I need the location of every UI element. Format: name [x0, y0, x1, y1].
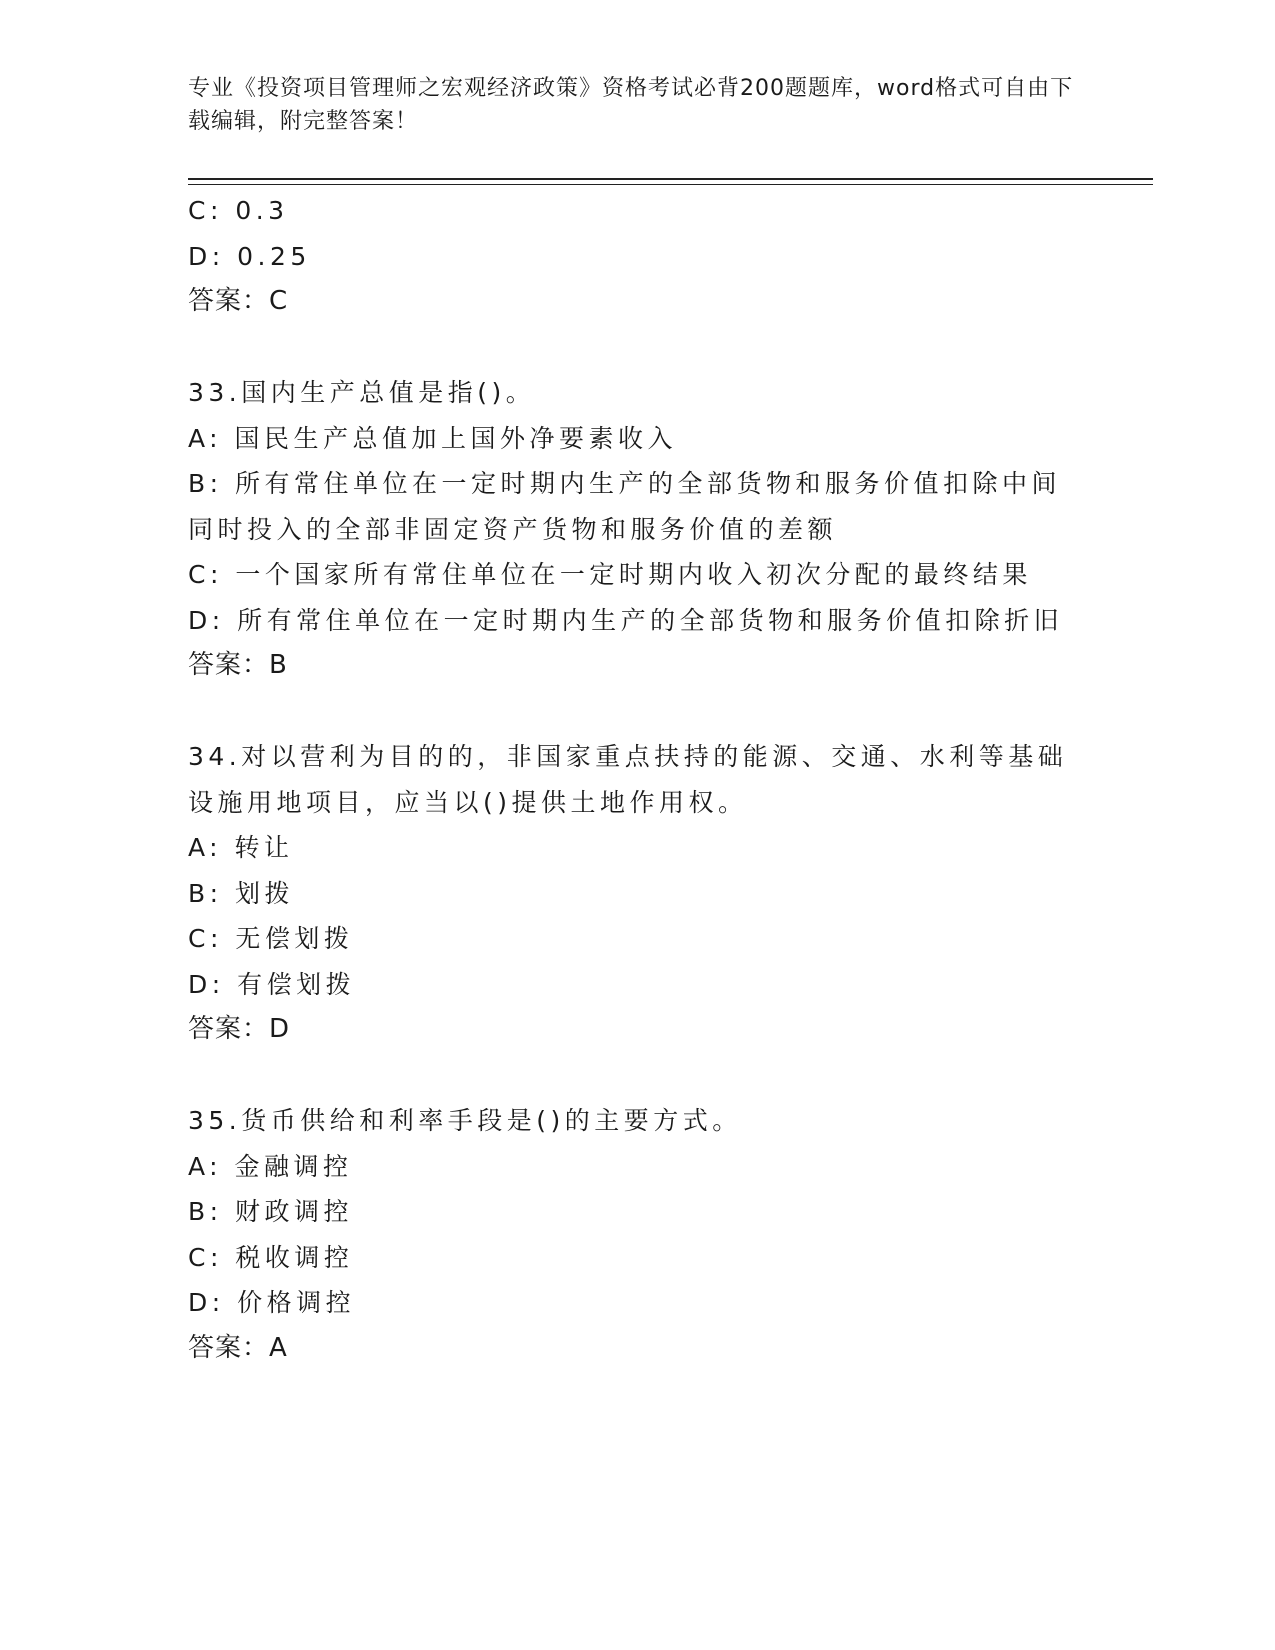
option-d: D: 0.25: [188, 241, 311, 271]
document-header: 专业《投资项目管理师之宏观经济政策》资格考试必背200题题库，word格式可自由下载编辑，附完整答案！: [188, 76, 1074, 134]
option-d: D: 价格调控: [188, 1288, 356, 1317]
option-c: C: 一个国家所有常住单位在一定时期内收入初次分配的最终结果: [188, 560, 1032, 589]
option-c: C: 无偿划拨: [188, 924, 354, 953]
option-a: A: 转让: [188, 833, 294, 862]
answer-line: 答案：C: [188, 286, 289, 316]
option-b: B: 划拨: [188, 878, 295, 908]
question-35: [188, 1098, 1088, 1371]
answer-line: 答案：A: [188, 1332, 288, 1363]
answer-line: 答案：B: [188, 650, 288, 680]
spacer: [188, 689, 1088, 735]
spacer: [188, 1053, 1088, 1099]
option-c: C: 税收调控: [188, 1242, 354, 1272]
option-d: D: 有偿划拨: [188, 969, 356, 999]
option-a: A: 国民生产总值加上国外净要素收入: [188, 423, 678, 453]
option-d: D: 所有常住单位在一定时期内生产的全部货物和服务价值扣除折旧: [188, 605, 1064, 635]
answer-line: 答案：D: [188, 1014, 291, 1044]
question-33: [188, 370, 1088, 689]
option-b: B: 所有常住单位在一定时期内生产的全部货物和服务价值扣除中间同时投入的全部非固定资产货物和服务价值的差额: [188, 469, 1062, 544]
spacer: [188, 325, 1088, 371]
question-content: [188, 188, 1088, 1371]
question-34: [188, 734, 1088, 1053]
question-stem: 35.货币供给和利率手段是()的主要方式。: [188, 1106, 742, 1135]
header-rule-thin: [188, 184, 1153, 185]
option-c: C: 0.3: [188, 196, 289, 225]
carryover-question: [188, 188, 1088, 325]
option-b: B: 财政调控: [188, 1197, 354, 1226]
option-a: A: 金融调控: [188, 1151, 353, 1181]
question-stem: 34.对以营利为目的的，非国家重点扶持的能源、交通、水利等基础设施用地项目，应当以()提供土地作用权。: [188, 742, 1068, 817]
question-stem: 33.国内生产总值是指()。: [188, 378, 536, 407]
header-rule-thick: [188, 178, 1153, 180]
